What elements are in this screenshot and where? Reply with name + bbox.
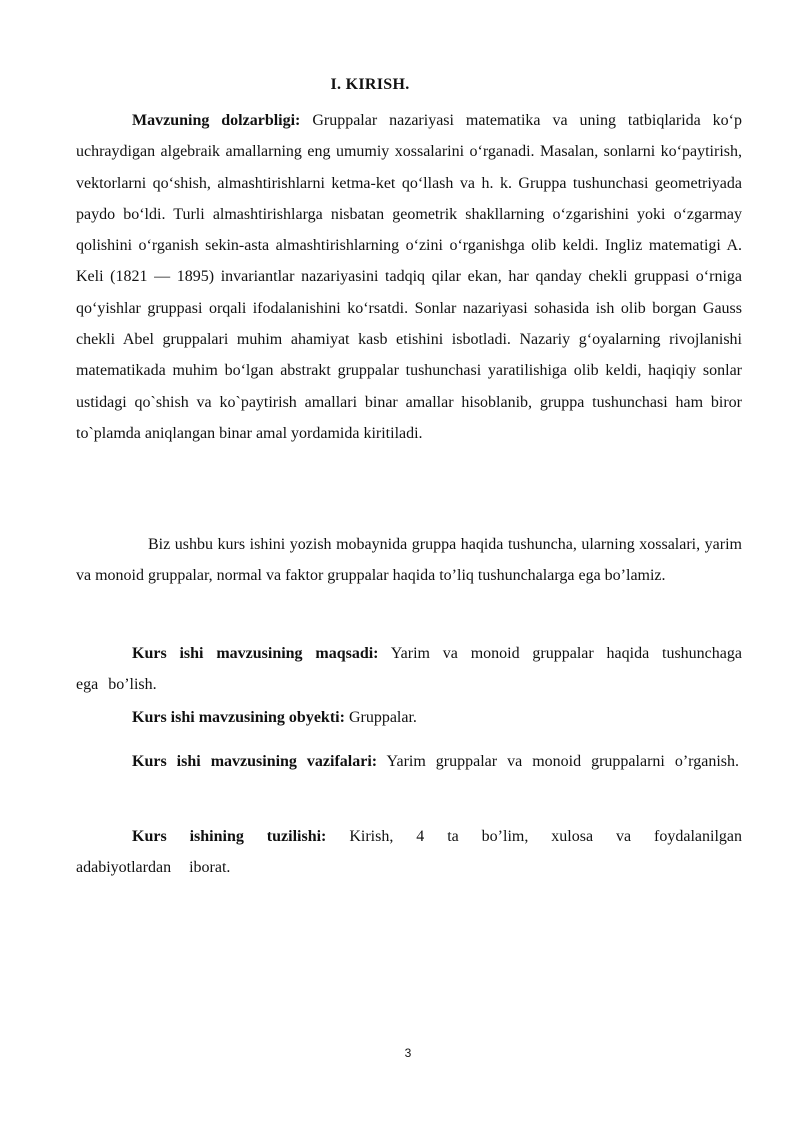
paragraph-label: Kurs ishi mavzusining maqsadi: <box>132 645 379 662</box>
paragraph-intro <box>76 529 742 592</box>
paragraph-text: Biz ushbu kurs ishini yozish mobaynida gruppa haqida tushuncha, ularning xossalari, yarim va monoid gruppalar, normal va faktor gruppalar haqida to’liq tushunchalarga ega bo’lamiz. <box>76 536 742 585</box>
paragraph-goal <box>76 638 742 701</box>
page-number: 3 <box>404 1046 412 1060</box>
paragraph-label: Kurs ishining tuzilishi: <box>132 828 327 845</box>
paragraph-text: Yarim gruppalar va monoid gruppalarni o’rganish. <box>377 753 739 770</box>
paragraph-relevance <box>76 105 742 449</box>
paragraph-structure <box>76 821 742 884</box>
paragraph-text: Gruppalar. <box>344 709 417 726</box>
paragraph-tasks <box>76 746 742 777</box>
paragraph-text: Yarim va monoid gruppalar haqida tushunchaga ega bo’lish. <box>76 645 742 694</box>
paragraph-label: Kurs ishi mavzusining vazifalari: <box>132 753 378 770</box>
paragraph-object <box>76 702 742 733</box>
section-title: I. KIRISH. <box>330 76 410 93</box>
paragraph-text: Kirish, 4 ta bo’lim, xulosa va foydalanilgan adabiyotlardan iborat. <box>76 828 742 877</box>
paragraph-label: Mavzuning dolzarbligi: <box>132 112 301 129</box>
paragraph-label: Kurs ishi mavzusining obyekti: <box>132 709 345 726</box>
paragraph-text: Gruppalar nazariyasi matematika va uning tatbiqlarida ko‘p uchraydigan algebraik amallarning eng umumiy xossalarini o‘rganadi. Masalan, sonlarni ko‘paytirish, vektorlarni qo‘shish, almashtirishlarni ketma-ket qo‘llash va h. k. Gruppa tushunchasi geometriyada paydo bo‘ldi. Turli almashtirishlarga nisbatan geometrik shakllarning o‘zgarishini yoki o‘zgarmay qolishini o‘rganish sekin-asta almashtirishlarning o‘zini o‘rganishga olib keldi. Ingliz matematigi A. Keli (1821 — 1895) invariantlar nazariyasini tadqiq qilar ekan, har qanday chekli gruppasi o‘rniga qo‘yishlar gruppasi orqali ifodalanishini ko‘rsatdi. Sonlar nazariyasi sohasida ish olib borgan Gauss chekli Abel gruppalari muhim ahamiyat kasb etishini isbotladi. Nazariy g‘oyalarning rivojlanishi matematikada muhim bo‘lgan abstrakt gruppalar tushunchasi yaratilishiga olib keldi, haqiqiy sonlar ustidagi qo`shish va ko`paytirish amallari binar amallar hisoblanib, gruppa tushunchasi ham biror to`plamda aniqlangan binar amal yordamida kiritiladi. <box>76 112 743 442</box>
